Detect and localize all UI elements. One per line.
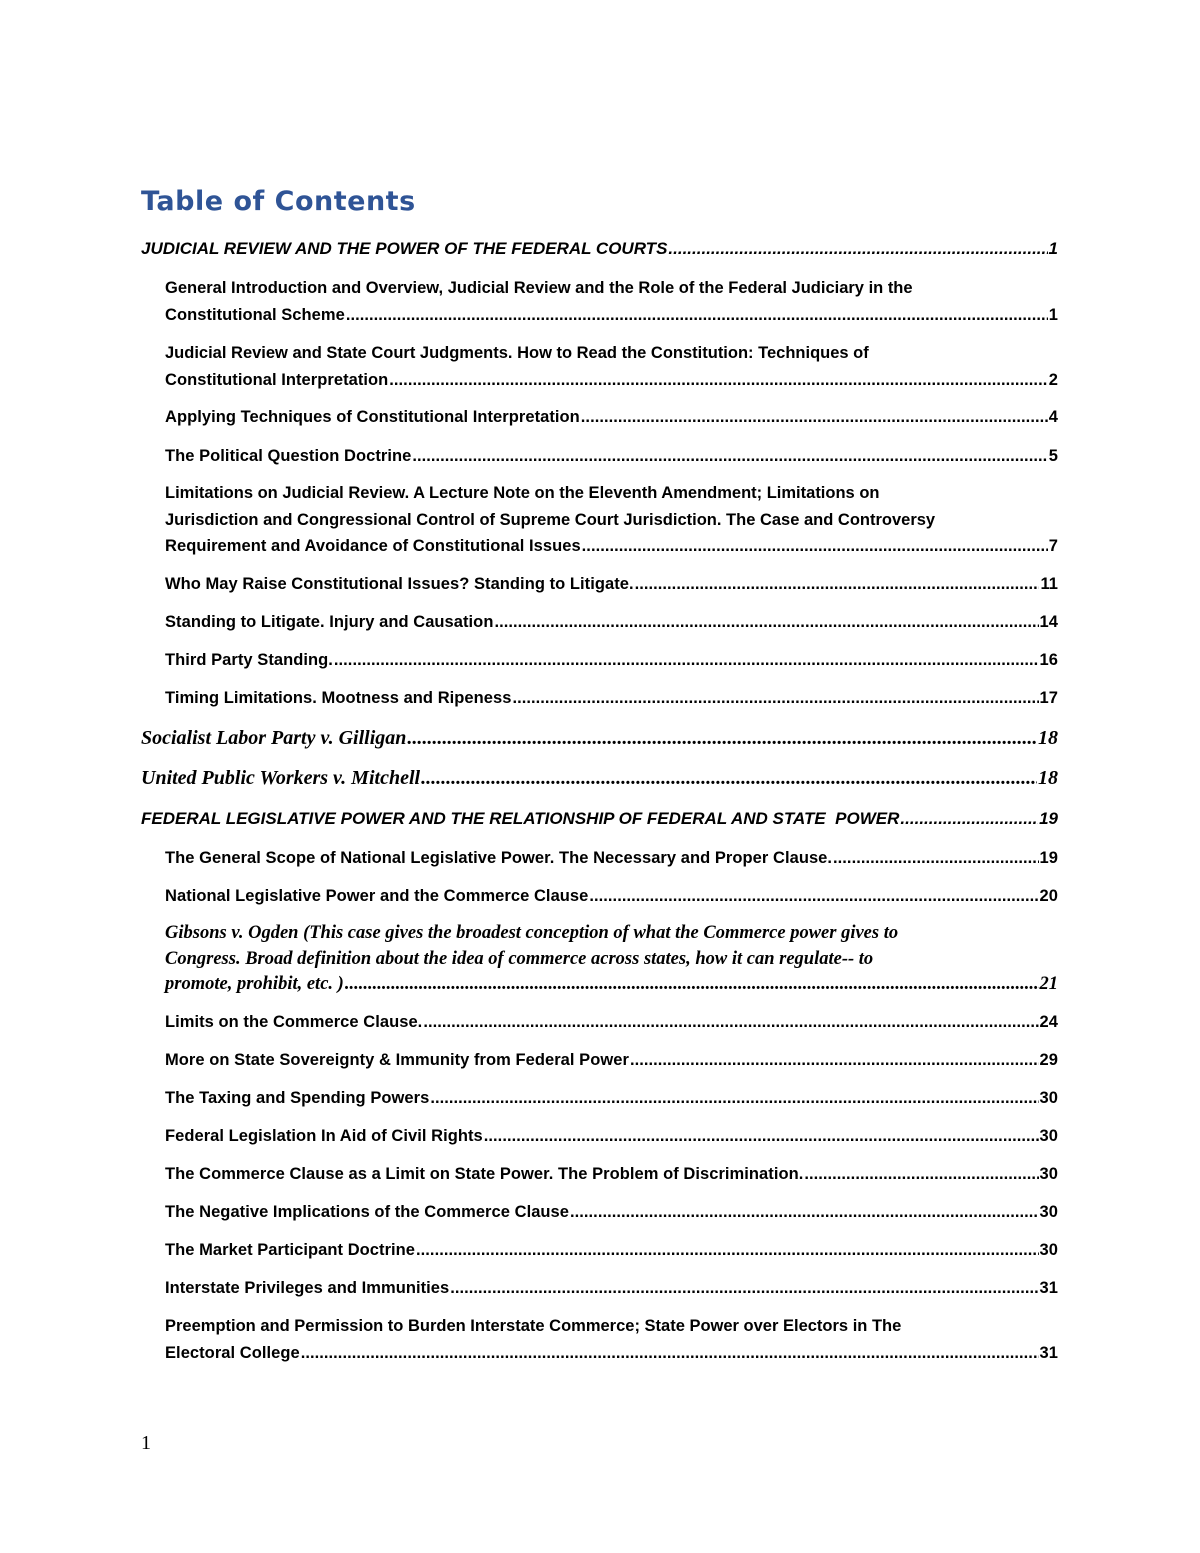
dot-leader xyxy=(582,537,1048,556)
dot-leader xyxy=(581,408,1048,427)
toc-subentry[interactable] xyxy=(165,651,1058,670)
toc-entry-title: The Commerce Clause as a Limit on State Power. The Problem of Discrimination. xyxy=(165,1165,804,1183)
toc-subentry[interactable] xyxy=(165,1051,1058,1070)
toc-heading-entry[interactable] xyxy=(141,767,1058,790)
toc-subentry[interactable] xyxy=(165,408,1058,427)
toc-page-number: 14 xyxy=(1039,613,1058,631)
toc-entry-title: Third Party Standing. xyxy=(165,651,333,669)
toc-entry-title: Constitutional Scheme xyxy=(165,305,345,324)
dot-leader xyxy=(346,306,1048,325)
toc-page-number: 7 xyxy=(1048,537,1058,555)
toc-page-number: 19 xyxy=(1039,849,1058,867)
toc-page-number: 19 xyxy=(1039,809,1058,828)
footer-page-number: 1 xyxy=(141,1432,151,1454)
toc-subentry[interactable] xyxy=(165,689,1058,708)
toc-entry-title: JUDICIAL REVIEW AND THE POWER OF THE FEDERAL COURTS xyxy=(141,239,668,258)
dot-leader xyxy=(668,239,1047,259)
toc-page-number: 30 xyxy=(1039,1127,1058,1145)
dot-leader xyxy=(301,1344,1039,1363)
toc-subentry[interactable] xyxy=(165,306,1058,325)
toc-entry-title: More on State Sovereignty & Immunity from Federal Power xyxy=(165,1051,629,1069)
toc-page-number: 30 xyxy=(1039,1165,1058,1183)
dot-leader xyxy=(334,651,1039,670)
dot-leader xyxy=(512,689,1038,708)
dot-leader xyxy=(389,371,1047,390)
toc-subentry[interactable] xyxy=(165,575,1058,594)
toc-entry-line: Jurisdiction and Congressional Control of Supreme Court Jurisdiction. The Case and Controversy xyxy=(165,510,936,529)
toc-entry-line: General Introduction and Overview, Judicial Review and the Role of the Federal Judiciary in the xyxy=(165,279,913,297)
dot-leader xyxy=(833,849,1039,868)
toc-entry-title: promote, prohibit, etc. ) xyxy=(165,974,344,994)
toc-subentry[interactable] xyxy=(165,613,1058,632)
toc-entry-title: Standing to Litigate. Injury and Causation xyxy=(165,613,494,631)
toc-page-number: 21 xyxy=(1039,974,1058,994)
toc-page-number: 2 xyxy=(1048,370,1058,389)
toc-subentry[interactable] xyxy=(165,1127,1058,1146)
toc-page-number: 30 xyxy=(1039,1089,1058,1107)
toc-entry-line: Limitations on Judicial Review. A Lecture Note on the Eleventh Amendment; Limitations on xyxy=(165,484,880,502)
toc-entry-title: The Taxing and Spending Powers xyxy=(165,1089,430,1107)
toc-page-number: 11 xyxy=(1040,575,1058,593)
toc-heading-entry[interactable] xyxy=(141,727,1058,750)
dot-leader xyxy=(416,1241,1039,1260)
toc-entry-title: The General Scope of National Legislative Power. The Necessary and Proper Clause. xyxy=(165,849,833,867)
toc-subentry[interactable] xyxy=(165,537,1058,556)
toc-page-number: 30 xyxy=(1039,1203,1058,1221)
toc-page-number: 20 xyxy=(1039,887,1058,905)
toc-entry-line: Gibsons v. Ogden (This case gives the broadest conception of what the Commerce power gives to xyxy=(165,923,899,943)
toc-subentry[interactable] xyxy=(165,1165,1058,1184)
toc-subentry[interactable] xyxy=(165,1241,1058,1260)
toc-entry-title: The Negative Implications of the Commerce Clause xyxy=(165,1203,570,1221)
toc-subentry[interactable] xyxy=(165,1344,1058,1363)
toc-entry-title: Applying Techniques of Constitutional Interpretation xyxy=(165,408,580,426)
toc-list xyxy=(141,0,1058,1553)
toc-page-number: 30 xyxy=(1039,1241,1058,1259)
toc-entry-title: Interstate Privileges and Immunities xyxy=(165,1279,450,1297)
toc-page-number: 18 xyxy=(1038,727,1058,749)
toc-page-number: 24 xyxy=(1039,1013,1058,1031)
toc-entry-title: Limits on the Commerce Clause. xyxy=(165,1013,423,1031)
toc-entry-line: Preemption and Permission to Burden Interstate Commerce; State Power over Electors in The xyxy=(165,1317,902,1335)
toc-subentry[interactable] xyxy=(165,1089,1058,1108)
toc-entry-title: Who May Raise Constitutional Issues? Standing to Litigate. xyxy=(165,575,634,593)
toc-page-number: 31 xyxy=(1039,1343,1058,1362)
toc-entry-title: The Market Participant Doctrine xyxy=(165,1241,416,1259)
dot-leader xyxy=(484,1127,1039,1146)
dot-leader xyxy=(494,613,1038,632)
toc-subentry[interactable] xyxy=(165,1013,1058,1032)
dot-leader xyxy=(421,767,1037,790)
toc-entry-title: United Public Workers v. Mitchell xyxy=(141,767,421,789)
toc-subentry[interactable] xyxy=(165,974,1058,995)
toc-page-number: 1 xyxy=(1048,239,1058,258)
toc-entry-line: Congress. Broad definition about the idea of commerce across states, how it can regulate-- to xyxy=(165,948,874,969)
toc-page-number: 31 xyxy=(1039,1279,1058,1297)
toc-entry-line: Judicial Review and State Court Judgments. How to Read the Constitution: Techniques of xyxy=(165,344,869,362)
dot-leader xyxy=(804,1165,1038,1184)
toc-entry-title: The Political Question Doctrine xyxy=(165,447,412,465)
dot-leader xyxy=(412,447,1047,466)
toc-entry-title: Electoral College xyxy=(165,1343,300,1362)
toc-subentry[interactable] xyxy=(165,447,1058,466)
toc-subentry[interactable] xyxy=(165,849,1058,868)
dot-leader xyxy=(570,1203,1039,1222)
toc-page-number: 16 xyxy=(1039,651,1058,669)
toc-heading-entry[interactable] xyxy=(141,809,1058,829)
dot-leader xyxy=(450,1279,1038,1298)
toc-page-number: 5 xyxy=(1048,447,1058,465)
dot-leader xyxy=(407,727,1037,750)
dot-leader xyxy=(900,809,1038,829)
toc-page-number: 18 xyxy=(1038,767,1058,789)
toc-subentry[interactable] xyxy=(165,371,1058,390)
toc-subentry[interactable] xyxy=(165,887,1058,906)
toc-page-number: 1 xyxy=(1048,305,1058,324)
toc-page-number: 17 xyxy=(1039,689,1058,707)
toc-heading-entry[interactable] xyxy=(141,239,1058,259)
toc-title: Table of Contents xyxy=(141,186,416,217)
toc-subentry[interactable] xyxy=(165,1279,1058,1298)
toc-entry-title: Constitutional Interpretation xyxy=(165,370,389,389)
dot-leader xyxy=(345,974,1039,995)
toc-page-number: 4 xyxy=(1048,408,1058,426)
dot-leader xyxy=(635,575,1040,594)
toc-entry-title: FEDERAL LEGISLATIVE POWER AND THE RELATIONSHIP OF FEDERAL AND STATE POWER xyxy=(141,809,900,828)
toc-entry-title: Requirement and Avoidance of Constitutional Issues xyxy=(165,537,581,555)
dot-leader xyxy=(430,1089,1038,1108)
dot-leader xyxy=(630,1051,1039,1070)
toc-entry-title: Timing Limitations. Mootness and Ripeness xyxy=(165,689,512,707)
dot-leader xyxy=(589,887,1038,906)
toc-page-number: 29 xyxy=(1039,1051,1058,1069)
toc-entry-title: Socialist Labor Party v. Gilligan xyxy=(141,727,407,749)
dot-leader xyxy=(423,1013,1038,1032)
toc-subentry[interactable] xyxy=(165,1203,1058,1222)
toc-entry-title: Federal Legislation In Aid of Civil Rights xyxy=(165,1127,483,1145)
toc-entry-title: National Legislative Power and the Commerce Clause xyxy=(165,887,589,905)
